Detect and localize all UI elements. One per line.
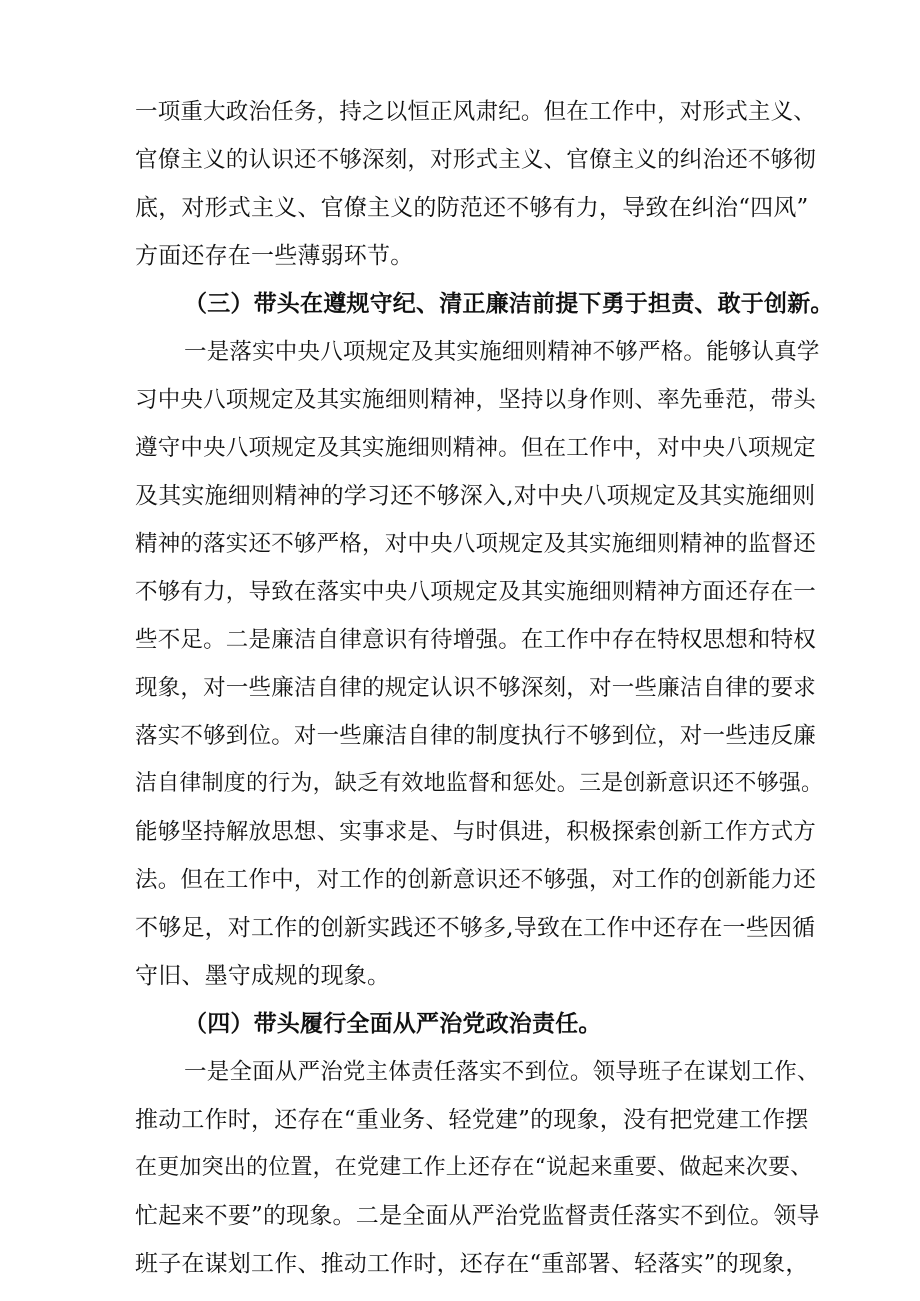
paragraph-line: 不够足，对工作的创新实践还不够多,导致在工作中还存在一些因循 xyxy=(135,915,816,941)
section-heading-4: （四）带头履行全面从严治党政治责任。 xyxy=(184,1011,602,1037)
paragraph-line: 方面还存在一些薄弱环节。 xyxy=(135,243,414,269)
paragraph-line: 一是全面从严治党主体责任落实不到位。领导班子在谋划工作、 xyxy=(184,1059,820,1085)
paragraph-line: 及其实施细则精神的学习还不够深入,对中央八项规定及其实施细则 xyxy=(135,483,816,509)
paragraph-line: 推动工作时，还存在“重业务、轻党建”的现象，没有把党建工作摆 xyxy=(135,1107,809,1133)
paragraph-line: 能够坚持解放思想、实事求是、与时俱进，积极探索创新工作方式方 xyxy=(135,819,817,845)
paragraph-line: 官僚主义的认识还不够深刻，对形式主义、官僚主义的纠治还不够彻 xyxy=(135,147,817,173)
paragraph-line: 习中央八项规定及其实施细则精神，坚持以身作则、率先垂范，带头 xyxy=(135,387,817,413)
paragraph-line: 精神的落实还不够严格，对中央八项规定及其实施细则精神的监督还 xyxy=(135,531,817,557)
paragraph-line: 不够有力，导致在落实中央八项规定及其实施细则精神方面还存在一 xyxy=(135,579,817,605)
paragraph-line: 底，对形式主义、官僚主义的防范还不够有力，导致在纠治“四风” xyxy=(135,195,809,221)
paragraph-line: 忙起来不要”的现象。二是全面从严治党监督责任落实不到位。领导 xyxy=(135,1203,820,1229)
paragraph-line: 一项重大政治任务，持之以恒正风肃纪。但在工作中，对形式主义、 xyxy=(135,99,817,125)
paragraph-line: 一是落实中央八项规定及其实施细则精神不够严格。能够认真学 xyxy=(184,339,820,365)
paragraph-line: 法。但在工作中，对工作的创新意识还不够强，对工作的创新能力还 xyxy=(135,867,817,893)
paragraph-line: 守旧、墨守成规的现象。 xyxy=(135,963,391,989)
paragraph-line: 班子在谋划工作、推动工作时，还存在“重部署、轻落实”的现象， xyxy=(135,1251,809,1277)
paragraph-line: 在更加突出的位置，在党建工作上还存在“说起来重要、做起来次要、 xyxy=(135,1155,813,1180)
paragraph-line: 些不足。二是廉洁自律意识有待增强。在工作中存在特权思想和特权 xyxy=(135,627,817,653)
paragraph-line: 遵守中央八项规定及其实施细则精神。但在工作中，对中央八项规定 xyxy=(135,435,817,461)
paragraph-line: 洁自律制度的行为，缺乏有效地监督和惩处。三是创新意识还不够强。 xyxy=(135,771,824,796)
section-heading-3: （三）带头在遵规守纪、清正廉洁前提下勇于担责、敢于创新。 xyxy=(184,291,834,317)
paragraph-line: 落实不够到位。对一些廉洁自律的制度执行不够到位，对一些违反廉 xyxy=(135,723,817,749)
paragraph-line: 现象，对一些廉洁自律的规定认识不够深刻，对一些廉洁自律的要求 xyxy=(135,675,817,701)
